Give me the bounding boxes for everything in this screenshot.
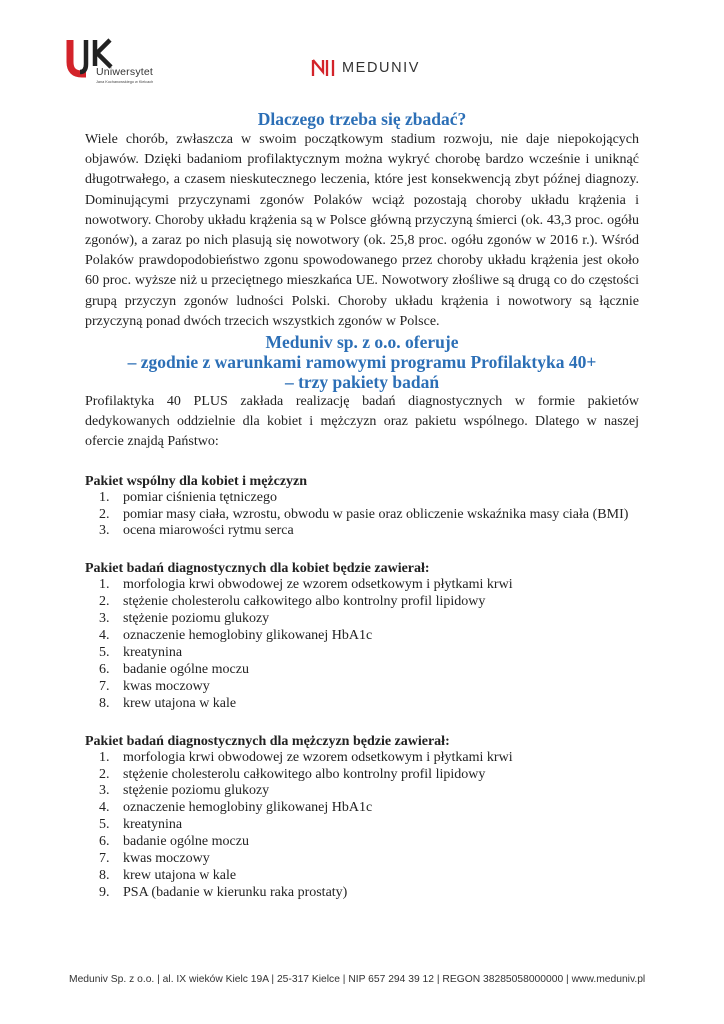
- meduniv-logo-mark: [311, 58, 335, 78]
- list-item: 3. stężenie poziomu glukozy: [99, 783, 270, 799]
- list-item: 2. stężenie cholesterolu całkowitego albo kontrolny profil lipidowy: [99, 594, 486, 610]
- list-item: 8. krew utajona w kale: [99, 867, 237, 883]
- list-item: 4. oznaczenie hemoglobiny glikowanej HbA1c: [99, 628, 373, 644]
- list-item: 1. morfologia krwi obwodowej ze wzorem odsetkowym i płytkami krwi: [99, 577, 513, 593]
- list-item: 5. kreatynina: [99, 817, 183, 833]
- package-women-title: Pakiet badań diagnostycznych dla kobiet będzie zawierał:: [85, 561, 430, 577]
- list-item: 5. kreatynina: [99, 644, 183, 660]
- list-item: 2. stężenie cholesterolu całkowitego albo kontrolny profil lipidowy: [99, 766, 486, 782]
- package-common-list: [85, 490, 639, 541]
- list-item: 8. krew utajona w kale: [99, 695, 237, 711]
- list-item: 7. kwas moczowy: [99, 851, 210, 867]
- list-item: 3. ocena miarowości rytmu serca: [99, 523, 294, 539]
- offer-title-line-3: – trzy pakiety badań: [284, 372, 440, 393]
- list-item: 1. morfologia krwi obwodowej ze wzorem odsetkowym i płytkami krwi: [99, 749, 513, 765]
- page-footer: Meduniv Sp. z o.o. | al. IX wieków Kielc 19A | 25-317 Kielce | NIP 657 294 39 12 | REGON 38285058000000 | www.meduniv.pl: [69, 974, 646, 985]
- university-logo: [64, 36, 174, 96]
- offer-title-line-1: Meduniv sp. z o.o. oferuje: [265, 332, 459, 353]
- meduniv-logo-text: MEDUNIV: [342, 60, 421, 76]
- package-women-list: [85, 577, 639, 712]
- document-content: [85, 109, 639, 902]
- list-item: 4. oznaczenie hemoglobiny glikowanej HbA1c: [99, 800, 373, 816]
- offer-title-line-2: – zgodnie z warunkami ramowymi programu Profilaktyka 40+: [127, 352, 597, 373]
- section-title-offer: [85, 332, 639, 392]
- university-name: Uniwersytet: [96, 66, 154, 78]
- meduniv-logo: [311, 57, 420, 79]
- package-men-title: Pakiet badań diagnostycznych dla mężczyzn będzie zawierał:: [85, 733, 450, 749]
- section-body-why: Wiele chorób, zwłaszcza w swoim początkowym stadium rozwoju, nie daje niepokojących objawów. Dzięki badaniom profilaktycznym można wykryć chorobę bardzo wcześnie i uniknąć długotrwałego, a czasem nieskutecznego leczenia, które jest konsekwencją zbyt późnej diagnozy. Dominującymi przyczynami zgonów Polaków wciąż pozostają choroby układu krążenia i nowotwory. Choroby układu krążenia są w Polsce główną przyczyną śmierci (ok. 43,3 proc. ogółu zgonów), a zaraz po nich plasują się nowotwory (ok. 25,8 proc. ogółu zgonów w 2016 r.). Wśród Polaków prawdopodobieństwo zgonu spowodowanego przez choroby układu krążenia jest około 60 proc. wyższe niż u przeciętnego mieszkańca UE. Nowotwory złośliwe są drugą co do częstości grupą przyczyn zgonów ludności Polski. Choroby układu krążenia i nowotwory są łącznie przyczyną ponad dwóch trzecich wszystkich zgonów w Polsce.: [85, 132, 639, 329]
- package-men-list: [85, 750, 639, 902]
- list-item: 6. badanie ogólne moczu: [99, 661, 249, 677]
- offer-intro: Profilaktyka 40 PLUS zakłada realizację badań diagnostycznych w formie pakietów dedykowanych oddzielnie dla kobiet i mężczyzn oraz pakietu wspólnego. Dlatego w naszej ofercie znajdą Państwo:: [85, 394, 639, 450]
- package-common-title: Pakiet wspólny dla kobiet i mężczyzn: [85, 473, 308, 489]
- university-subtitle: Jana Kochanowskiego w Kielcach: [96, 80, 154, 84]
- list-item: 3. stężenie poziomu glukozy: [99, 611, 270, 627]
- list-item: 9. PSA (badanie w kierunku raka prostaty): [99, 884, 348, 900]
- list-item: 7. kwas moczowy: [99, 678, 210, 694]
- list-item: 6. badanie ogólne moczu: [99, 834, 249, 850]
- list-item: 1. pomiar ciśnienia tętniczego: [99, 489, 277, 505]
- section-title-why: Dlaczego trzeba się zbadać?: [257, 109, 467, 129]
- list-item: 2. pomiar masy ciała, wzrostu, obwodu w pasie oraz obliczenie wskaźnika masy ciała (BMI): [99, 506, 629, 522]
